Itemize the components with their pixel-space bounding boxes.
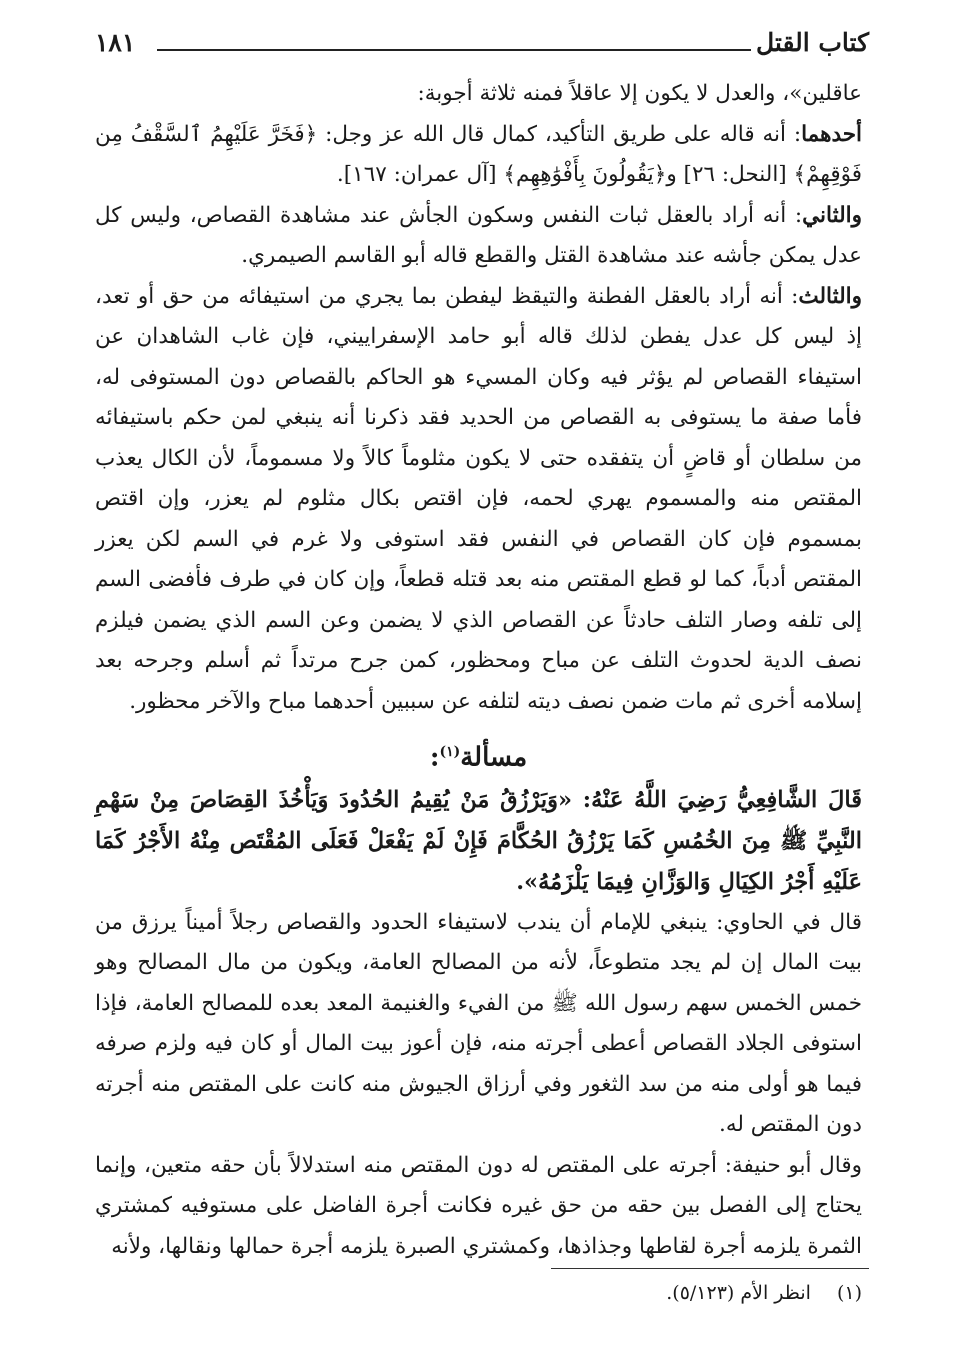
- first-answer-text: : أنه قاله على طريق التأكيد، كمال قال الله عز وجل: ﴿فَخَرَّ عَلَيْهِمُ ٱلسَّقْفُ مِن فَوْقِهِمْ﴾ [النحل: ٢٦] و﴿يَقُولُونَ بِأَفْوَٰهِهِم﴾ [آل عمران: ١٦٧].: [95, 121, 862, 187]
- section-heading: [95, 732, 862, 778]
- chapter-title: كتاب القتل: [756, 28, 869, 57]
- footnote-number: (١): [836, 1282, 862, 1304]
- footnote: [666, 1279, 862, 1307]
- second-answer-label: والثاني: [802, 202, 862, 228]
- page-body: [95, 74, 862, 1267]
- third-answer-label: والثالث: [798, 283, 862, 309]
- third-answer-paragraph: [95, 277, 862, 723]
- shafii-quote: قَالَ الشَّافِعِيُّ رَضِيَ اللَّهُ عَنْهُ: «وَيَرْزُقُ مَنْ يُقِيمُ الحُدُودَ وَيَأْخُذَ القِصَاصَ مِنْ سَهْمِ النَّبِيِّ ﷺ مِنَ الخُمُسِ كَمَا يَرْزُقُ الحُكَّامَ فَإِنْ لَمْ يَفْعَلْ فَعَلَى المُقْتَص مِنْهُ الأَجْرُ كَمَا عَلَيْهِ أَجْرُ الكِيَالِ وَالوَزَّانِ فِيمَا يَلْزَمُهُ».: [95, 786, 862, 895]
- section-colon: :: [429, 742, 440, 773]
- page-number: ١٨١: [95, 28, 136, 57]
- third-answer-text: : أنه أراد بالعقل الفطنة والتيقظ ليفطن بما يجري من استيفائه من حق أو تعد، إذ ليس كل عدل يفطن لذلك قاله أبو حامد الإسفراييني، فإن غاب الشاهدان عن استيفاء القصاص لم يؤثر فيه وكان المسيء هو الحاكم بالقصاص دون المستوفى له، فأما صفة ما يستوفى به القصاص من الحديد فقد ذكرنا أنه ينبغي لمن حكم باستيفائه من سلطان أو قاضٍ أن يتفقده حتى لا يكون مثلوماً كالاً ولا مسموماً، لأن الكال يعذب المقتص منه والمسموم يهري لحمه، فإن اقتص بكال مثلوم لم يعزر، وإن اقتص بمسموم فإن كان القصاص في النفس فقد استوفى ولا غرم في السم لكن يعزر المقتص أدباً، كما لو قطع المقتص منه بعد قتله قطعاً، وإن كان في طرف فأفضى السم إلى تلفه وصار التلف حادثاً عن القصاص الذي لا يضمن وعن السم الذي يضمن فيلزم نصف الدية لحدوث التلف عن مباح ومحظور، كمن جرح مرتداً ثم أسلم وجرحه بعد إسلامه أخرى ثم مات ضمن نصف ديته لتلفه عن سببين أحدهما مباح والآخر محظور.: [95, 283, 862, 714]
- first-answer-label: أحدهما: [801, 121, 862, 147]
- footnote-separator: [551, 1268, 869, 1269]
- second-answer-text: : أنه أراد بالعقل ثبات النفس وسكون الجأش عند مشاهدة القصاص، وليس كل عدل يمكن جأشه عند مشاهدة القتل والقطع قاله أبو القاسم الصيمري.: [95, 202, 862, 268]
- hawi-paragraph: قال في الحاوي: ينبغي للإمام أن يندب لاستيفاء الحدود والقصاص رجلاً أميناً يرزق من بيت المال إن لم يجد متطوعاً، لأنه من المصالح العامة، ويكون من مال المصالح وهو خمس الخمس سهم رسول الله ﷺ من الفيء والغنيمة المعد بعده للمصالح العامة، فإذا استوفى الجلاد القصاص أعطى أجرته منه، فإن أعوز بيت المال أو كان فيه ولزم صرفه فيما هو أولى منه من سد الثغور وفي أرزاق الجيوش منه كانت على المقتص منه أجرته دون المقتص له.: [95, 909, 862, 1138]
- intro-paragraph: عاقلين»، والعدل لا يكون إلا عاقلاً فمنه ثلاثة أجوبة:: [417, 81, 862, 106]
- abu-hanifa-paragraph: وقال أبو حنيفة: أجرته على المقتص له دون المقتص منه استدلالاً بأن حقه متعين، وإنما يحتاج إلى الفصل بين حقه من حق غيره فكانت أجرة الفاضل على مستوفيه كمشتري الثمرة يلزمه أجرة لقاطها وجذاذها، وكمشتري الصبرة يلزمه أجرة حمالها ونقالها، ولأنه: [95, 1152, 862, 1259]
- header-rule: [157, 49, 751, 51]
- first-answer-paragraph: [95, 115, 862, 196]
- footnote-text: انظر الأم (٥/١٢٣).: [666, 1282, 811, 1304]
- page-header: [95, 28, 869, 68]
- section-title: مسألة: [460, 742, 528, 773]
- second-answer-paragraph: [95, 196, 862, 277]
- footnote-reference: (١): [439, 744, 461, 760]
